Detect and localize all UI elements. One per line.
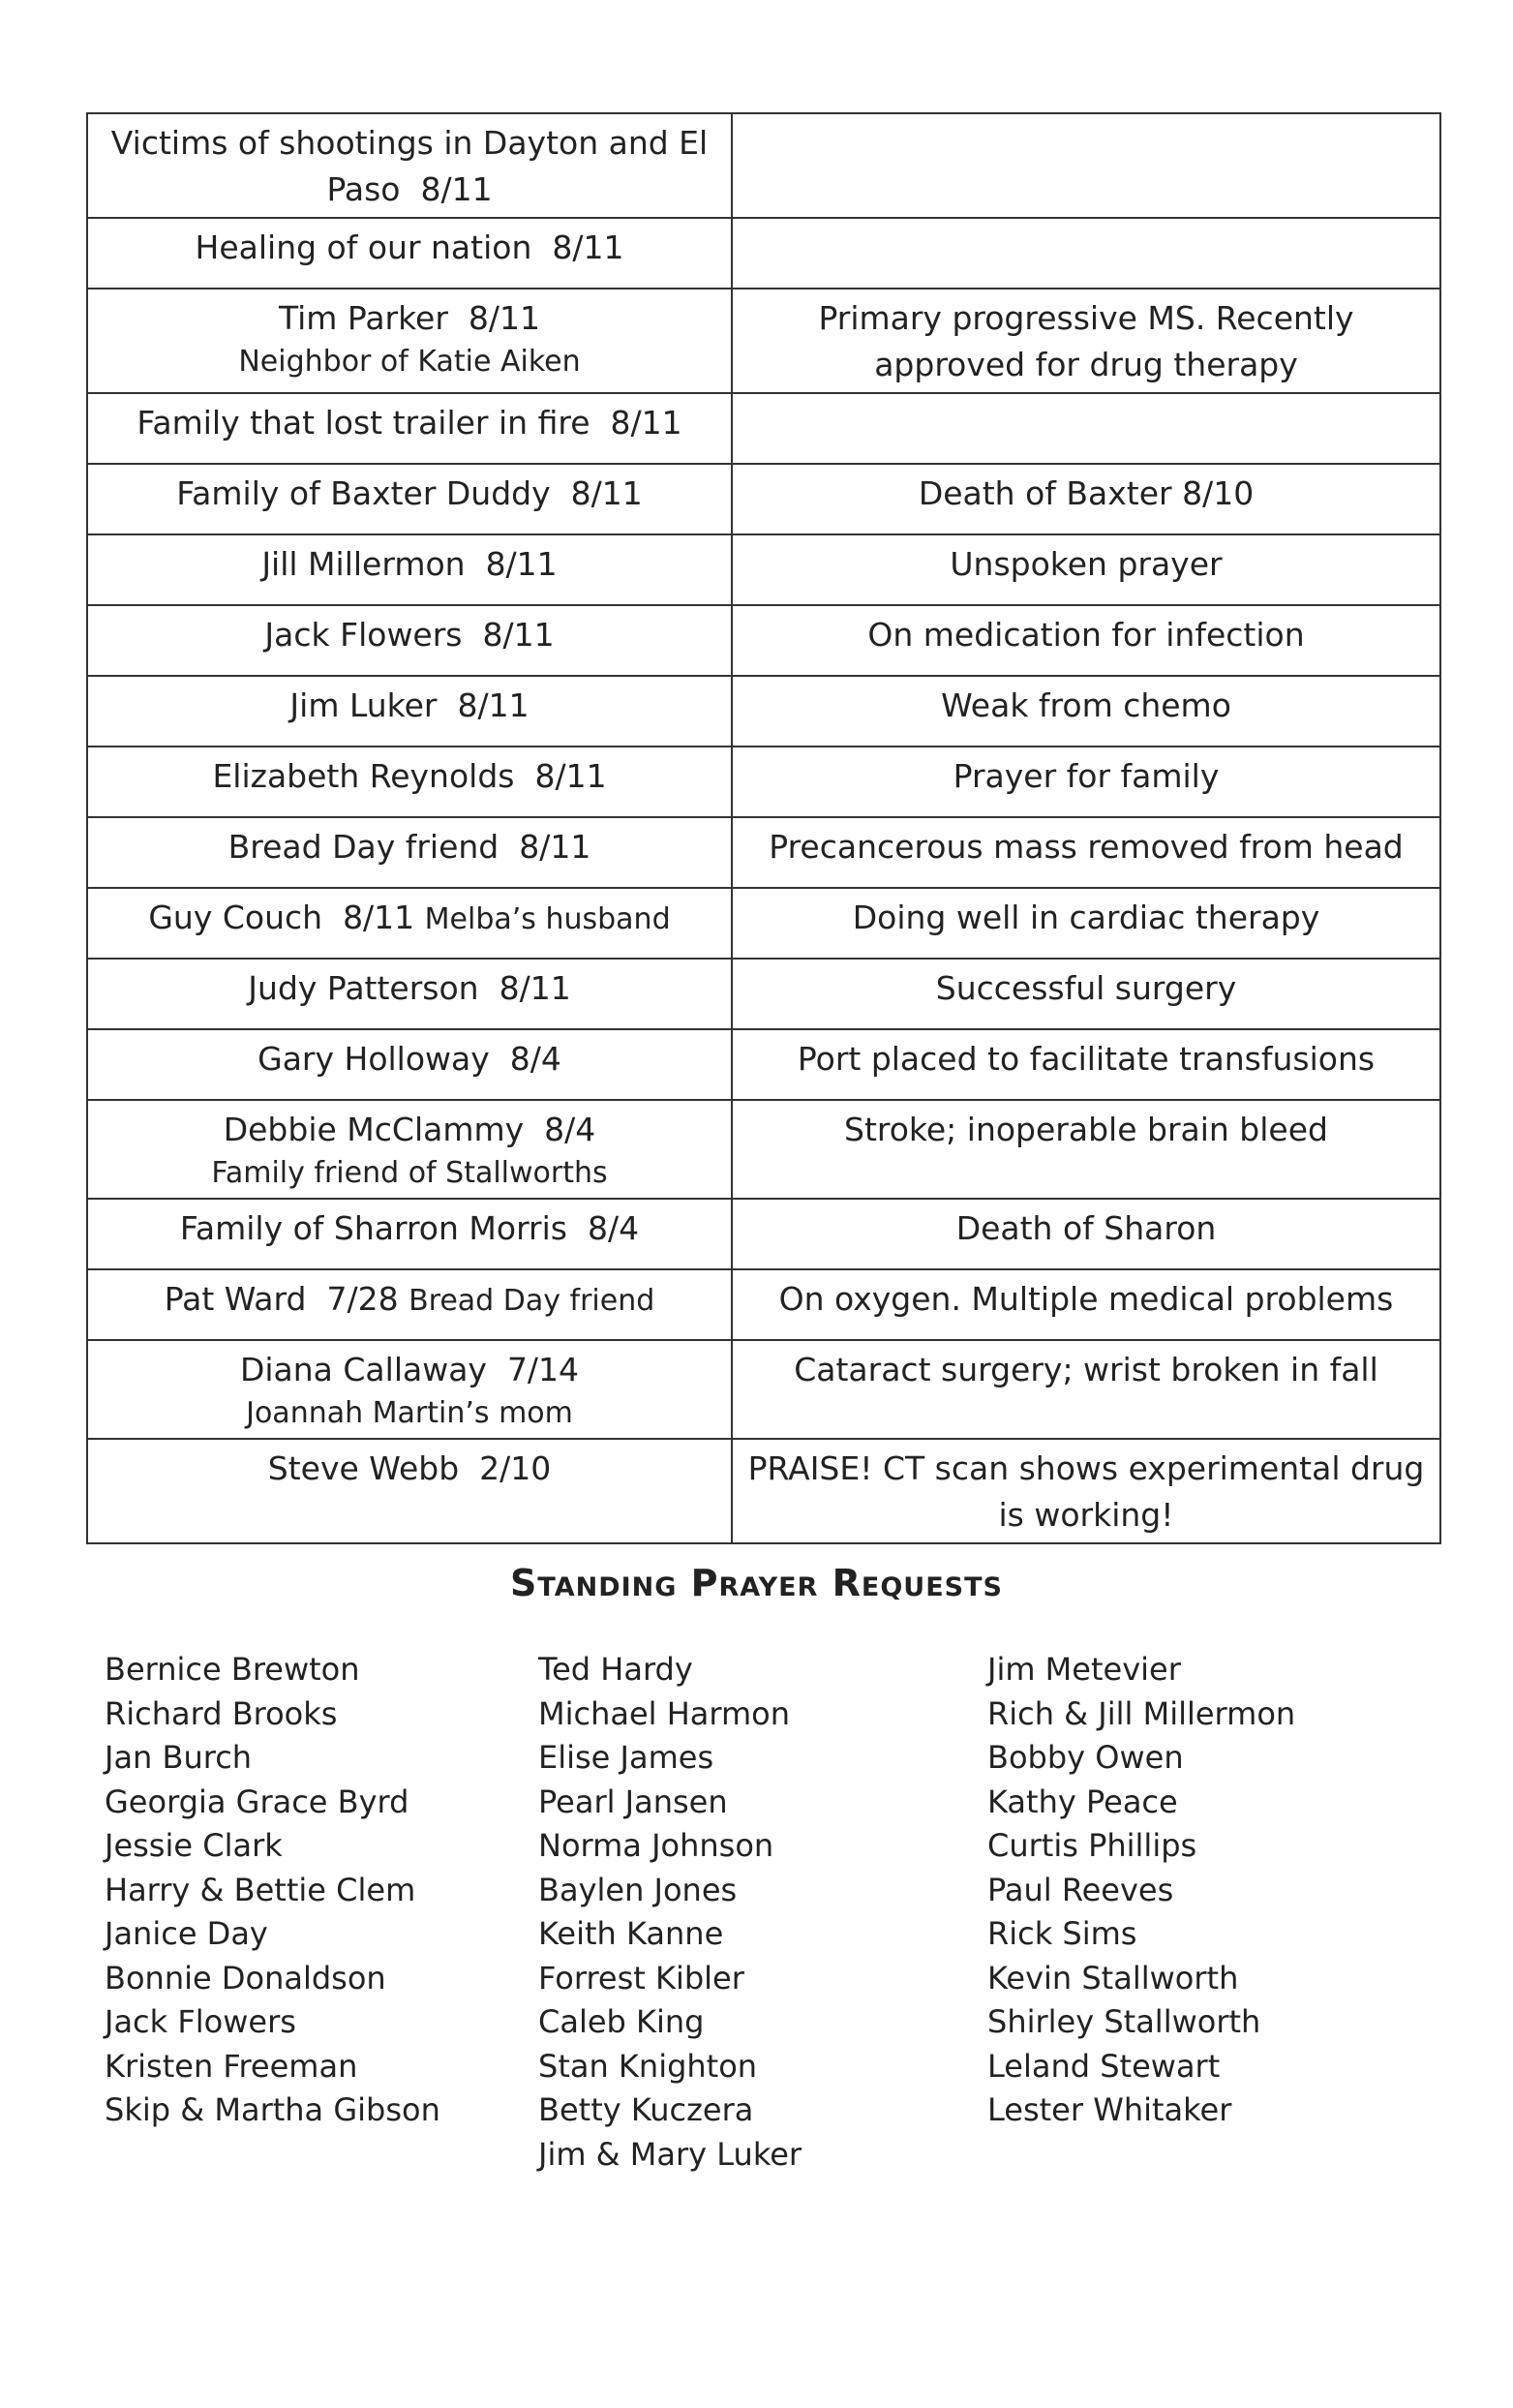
- prayer-name: Bread Day friend: [227, 828, 499, 866]
- prayer-date: 8/11: [552, 229, 624, 266]
- prayer-name: Diana Callaway: [239, 1351, 487, 1388]
- prayer-name-note: Melba’s husband: [424, 902, 671, 936]
- standing-list-item: Caleb King: [538, 2003, 705, 2040]
- prayer-name-cell: [87, 218, 732, 289]
- prayer-name-cell: [87, 888, 732, 959]
- table-row: [87, 1029, 1440, 1100]
- standing-list-item: Bobby Owen: [987, 1739, 1184, 1776]
- standing-list-item: Skip & Martha Gibson: [105, 2091, 440, 2128]
- prayer-note-cell: Primary progressive MS. Recently approved for drug therapy: [732, 289, 1440, 393]
- standing-list-item: Harry & Bettie Clem: [105, 1871, 416, 1908]
- prayer-date: 2/10: [479, 1449, 552, 1487]
- prayer-name-cell: [87, 747, 732, 817]
- prayer-note-cell: [732, 218, 1440, 289]
- standing-list-item: Bonnie Donaldson: [105, 1959, 386, 1997]
- table-row: [87, 218, 1440, 289]
- prayer-date: 8/11: [610, 404, 682, 442]
- prayer-note-cell: On oxygen. Multiple medical problems: [732, 1269, 1440, 1340]
- standing-list-item: Keith Kanne: [538, 1915, 724, 1952]
- table-row: [87, 534, 1440, 605]
- prayer-name: Debbie McClammy: [223, 1111, 525, 1148]
- standing-list-item: Curtis Phillips: [987, 1827, 1197, 1864]
- standing-list-item: Lester Whitaker: [987, 2091, 1232, 2128]
- prayer-name: Family of Sharron Morris: [179, 1209, 567, 1247]
- prayer-name-cell: [87, 817, 732, 888]
- table-row: [87, 959, 1440, 1029]
- prayer-date: 8/4: [544, 1111, 596, 1148]
- standing-list-item: Bernice Brewton: [105, 1651, 360, 1688]
- prayer-name-cell: [87, 1269, 732, 1340]
- prayer-name-note: Bread Day friend: [409, 1284, 655, 1318]
- prayer-name-cell: [87, 1340, 732, 1439]
- prayer-date: 8/11: [457, 686, 530, 724]
- prayer-name-cell: [87, 113, 732, 218]
- prayer-date: 8/11: [534, 757, 607, 795]
- table-row: [87, 1269, 1440, 1340]
- prayer-name-cell: [87, 393, 732, 464]
- standing-prayer-requests-title: Standing Prayer Requests: [510, 1562, 1003, 1604]
- standing-list-item: Rich & Jill Millermon: [987, 1694, 1296, 1732]
- standing-list-item: Stan Knighton: [538, 2047, 758, 2085]
- prayer-request-table-body: [87, 113, 1440, 1543]
- prayer-name: Tim Parker: [278, 299, 448, 337]
- prayer-name-cell: [87, 464, 732, 534]
- prayer-note-cell: Successful surgery: [732, 959, 1440, 1029]
- prayer-name: Jim Luker: [289, 686, 438, 724]
- table-row: [87, 113, 1440, 218]
- prayer-name: Healing of our nation: [195, 229, 532, 266]
- prayer-name-cell: [87, 605, 732, 676]
- table-row: [87, 888, 1440, 959]
- standing-list-item: Jim & Mary Luker: [538, 2135, 802, 2173]
- standing-list-item: Betty Kuczera: [538, 2091, 754, 2128]
- prayer-note-cell: Unspoken prayer: [732, 534, 1440, 605]
- prayer-name-cell: [87, 1199, 732, 1269]
- prayer-name: Gary Holloway: [257, 1040, 490, 1078]
- standing-list-item: Richard Brooks: [105, 1694, 338, 1732]
- table-row: [87, 1439, 1440, 1543]
- prayer-relation: Neighbor of Katie Aiken: [238, 345, 581, 379]
- standing-list-item: Jack Flowers: [105, 2003, 296, 2040]
- table-row: [87, 676, 1440, 747]
- prayer-note-cell: PRAISE! CT scan shows experimental drug is working!: [732, 1439, 1440, 1543]
- prayer-date: 8/11: [343, 899, 415, 936]
- prayer-name-cell: [87, 1439, 732, 1543]
- prayer-note-cell: Doing well in cardiac therapy: [732, 888, 1440, 959]
- prayer-date: 8/11: [570, 474, 643, 512]
- prayer-date: 8/11: [485, 545, 558, 583]
- standing-list-item: Rick Sims: [987, 1915, 1137, 1952]
- standing-list-item: Michael Harmon: [538, 1694, 791, 1732]
- prayer-note-cell: Death of Baxter 8/10: [732, 464, 1440, 534]
- prayer-name: Guy Couch: [148, 899, 323, 936]
- standing-list-item: Jessie Clark: [105, 1827, 283, 1864]
- prayer-request-table: [86, 112, 1441, 1544]
- prayer-name: Family of Baxter Duddy: [176, 474, 551, 512]
- standing-list-item: Kevin Stallworth: [987, 1959, 1239, 1997]
- table-row: [87, 817, 1440, 888]
- standing-list-item: Norma Johnson: [538, 1827, 774, 1864]
- standing-list-item: Kristen Freeman: [105, 2047, 358, 2085]
- prayer-name: Judy Patterson: [248, 969, 479, 1007]
- prayer-name-cell: [87, 1100, 732, 1199]
- table-row: [87, 289, 1440, 393]
- standing-list-item: Baylen Jones: [538, 1871, 738, 1908]
- standing-list-item: Leland Stewart: [987, 2047, 1221, 2085]
- standing-list-column-3: [987, 1648, 1295, 2133]
- prayer-name-cell: [87, 1029, 732, 1100]
- prayer-date: 8/11: [519, 828, 591, 866]
- prayer-name: Elizabeth Reynolds: [212, 757, 515, 795]
- prayer-name: Jack Flowers: [264, 616, 463, 654]
- prayer-note-cell: Port placed to facilitate transfusions: [732, 1029, 1440, 1100]
- prayer-note-cell: [732, 113, 1440, 218]
- prayer-name: Victims of shootings in Dayton and El Paso: [110, 124, 709, 208]
- prayer-note-cell: Death of Sharon: [732, 1199, 1440, 1269]
- prayer-note-cell: On medication for infection: [732, 605, 1440, 676]
- prayer-note-cell: Cataract surgery; wrist broken in fall: [732, 1340, 1440, 1439]
- prayer-name: Jill Millermon: [261, 545, 466, 583]
- standing-list-item: Forrest Kibler: [538, 1959, 744, 1997]
- prayer-date: 7/14: [506, 1351, 580, 1388]
- table-row: [87, 747, 1440, 817]
- standing-list-item: Jan Burch: [105, 1739, 253, 1776]
- prayer-relation: Family friend of Stallworths: [211, 1156, 608, 1190]
- standing-list-item: Paul Reeves: [987, 1871, 1174, 1908]
- table-row: [87, 605, 1440, 676]
- prayer-date: 8/11: [420, 170, 493, 208]
- prayer-name-cell: [87, 534, 732, 605]
- prayer-date: 8/11: [499, 969, 571, 1007]
- table-row: [87, 1199, 1440, 1269]
- standing-list-item: Shirley Stallworth: [987, 2003, 1261, 2040]
- prayer-note-cell: [732, 393, 1440, 464]
- standing-list-item: Jim Metevier: [987, 1651, 1181, 1688]
- standing-list-column-1: [105, 1648, 440, 2133]
- standing-list-item: Kathy Peace: [987, 1783, 1178, 1820]
- standing-list-item: Georgia Grace Byrd: [105, 1783, 409, 1820]
- prayer-date: 8/11: [468, 299, 541, 337]
- prayer-name-cell: [87, 959, 732, 1029]
- table-row: [87, 1340, 1440, 1439]
- standing-list-item: Pearl Jansen: [538, 1783, 728, 1820]
- prayer-name: Pat Ward: [164, 1280, 307, 1318]
- table-row: [87, 464, 1440, 534]
- table-row: [87, 1100, 1440, 1199]
- table-row: [87, 393, 1440, 464]
- prayer-note-cell: Stroke; inoperable brain bleed: [732, 1100, 1440, 1199]
- prayer-date: 7/28: [326, 1280, 399, 1318]
- standing-list-column-2: [538, 1648, 802, 2177]
- prayer-date: 8/4: [509, 1040, 561, 1078]
- standing-list-item: Janice Day: [105, 1915, 268, 1952]
- standing-list-item: Elise James: [538, 1739, 714, 1776]
- prayer-date: 8/4: [587, 1209, 640, 1247]
- prayer-name-cell: [87, 676, 732, 747]
- prayer-note-cell: Prayer for family: [732, 747, 1440, 817]
- prayer-relation: Joannah Martin’s mom: [246, 1396, 573, 1430]
- prayer-note-cell: Precancerous mass removed from head: [732, 817, 1440, 888]
- prayer-note-cell: Weak from chemo: [732, 676, 1440, 747]
- standing-list-item: Ted Hardy: [538, 1651, 693, 1688]
- prayer-name: Steve Webb: [267, 1449, 460, 1487]
- prayer-date: 8/11: [482, 616, 555, 654]
- prayer-name: Family that lost trailer in fire: [136, 404, 590, 442]
- prayer-name-cell: [87, 289, 732, 393]
